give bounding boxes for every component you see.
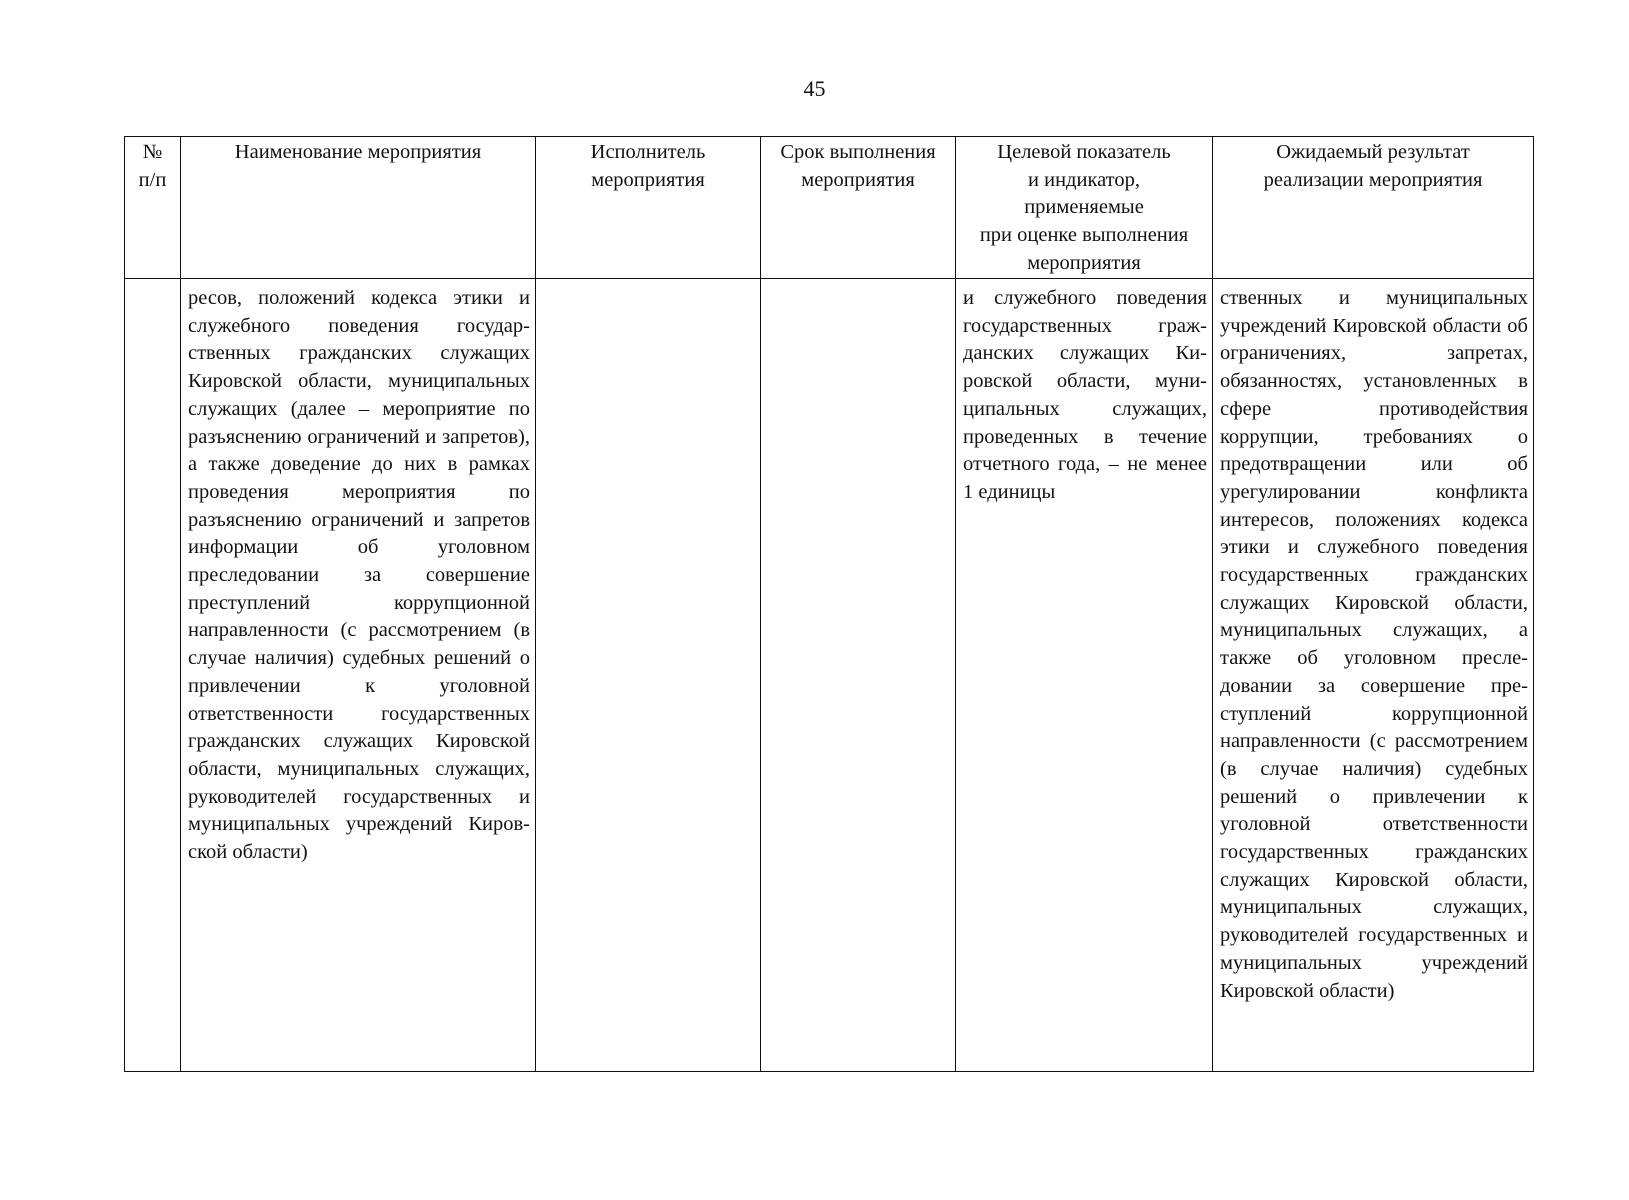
table-row — [125, 279, 1534, 1072]
cell-num — [125, 279, 181, 1072]
table-header-row — [125, 137, 1534, 279]
header-indicator-line: применяемые — [1024, 196, 1144, 219]
page-number: 45 — [803, 76, 826, 101]
header-executor-line: мероприятия — [591, 168, 705, 191]
cell-executor — [536, 279, 761, 1072]
header-executor — [536, 137, 761, 279]
header-activity-name — [181, 137, 536, 279]
header-indicator — [956, 137, 1213, 279]
header-indicator-line: мероприятия — [1027, 251, 1141, 274]
activities-table — [124, 136, 1534, 1072]
cell-deadline — [761, 279, 956, 1072]
header-indicator-line: Целевой показатель — [997, 141, 1171, 163]
header-executor-line: Исполнитель — [590, 141, 706, 163]
header-num-line: п/п — [138, 168, 167, 191]
cell-indicator: и служебного поведения государственных гражданских служащих Кировской области, муниципальных служащих, проведенных в течение отчетного года, – не менее 1 единицы — [956, 279, 1213, 1072]
header-num-line: № — [142, 141, 163, 163]
header-indicator-line: и индикатор, — [1028, 168, 1140, 191]
cell-expected-result: ственных и муниципальных учреждений Кировской области об ограничениях, запретах, обязанностях, установленных в сфере противодействия коррупции, требованиях о предотвращении или об урегулировании конфликта интересов, положениях кодекса этики и служебного поведения государственных гражданских служащих Кировской области, муниципальных служащих, а также об уголовном преследовании за совершение преступлений коррупционной направленности (с рассмотрением (в случае наличия) судебных решений о привлечении к уголовной ответственности государственных гражданских служащих Кировской области, муниципальных служащих, руководителей государственных и муниципальных учреждений Кировской области) — [1213, 279, 1534, 1072]
header-deadline-line: мероприятия — [801, 168, 915, 191]
header-deadline-line: Срок выполнения — [780, 141, 936, 163]
header-indicator-line: при оценке выполнения — [979, 224, 1189, 247]
header-expected-result — [1213, 137, 1534, 279]
header-num — [125, 137, 181, 279]
header-activity-name-line: Наименование мероприятия — [234, 141, 482, 163]
cell-activity-name: ресов, положений кодекса этики и служебного поведения государственных гражданских служащих Кировской области, муниципальных служащих (далее – мероприятие по разъяснению ограничений и запретов), а также доведение до них в рамках проведения мероприятия по разъяснению ограничений и запретов информации об уголовном преследовании за совершение преступлений коррупционной направленности (с рассмотрением (в случае наличия) судебных решений о привлечении к уголовной ответственности государственных гражданских служащих Кировской области, муниципальных служащих, руководителей государственных и муниципальных учреждений Кировской области) — [181, 279, 536, 1072]
header-expected-result-line: реализации мероприятия — [1263, 168, 1483, 191]
header-expected-result-line: Ожидаемый результат — [1276, 141, 1470, 163]
header-deadline — [761, 137, 956, 279]
